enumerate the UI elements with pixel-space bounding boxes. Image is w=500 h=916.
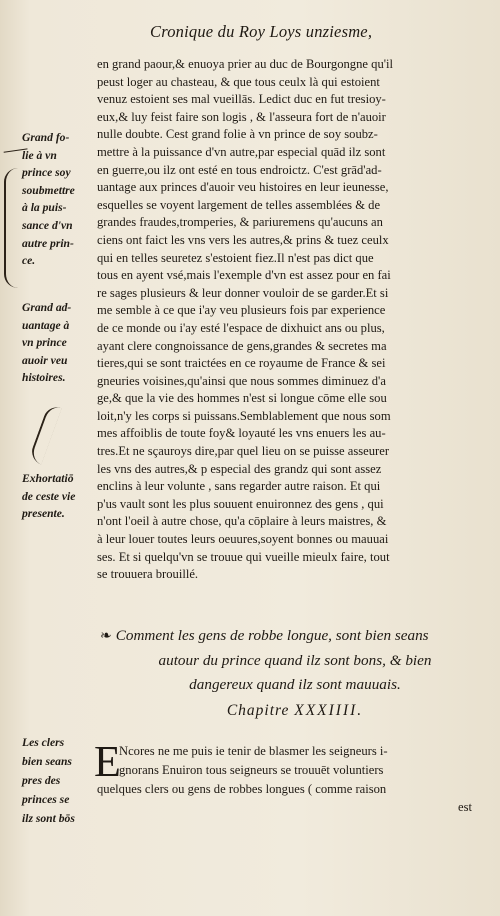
text-line: peust loger au chasteau, & que tous ceulx là qui estoient bbox=[97, 74, 380, 89]
catchword: est bbox=[458, 800, 472, 814]
margin-note-folly bbox=[22, 129, 94, 270]
margin-note-line: de ceste vie bbox=[22, 489, 76, 503]
chapter-heading bbox=[100, 624, 490, 723]
margin-note-line: ilz sont bōs bbox=[22, 812, 75, 825]
margin-note-clerks bbox=[22, 733, 94, 828]
body-text bbox=[97, 56, 482, 584]
text-line: quelques clers ou gens de robbes longues ( comme raison bbox=[97, 782, 387, 796]
margin-note-line: prince soy bbox=[22, 166, 71, 180]
text-line: venuz estoient ses mal vueillās. Ledict duc en fut tresioy- bbox=[97, 92, 386, 107]
margin-note-line: bien seans bbox=[22, 755, 72, 768]
text-line: mes affoiblis de toute foy& loyauté les vns enuers les au- bbox=[97, 426, 386, 441]
text-line: les vns des autres,& p especial des grandz qui sont assez bbox=[97, 461, 382, 476]
margin-note-line: Exhortatiō bbox=[22, 472, 74, 485]
text-line: tous en ayent vsé,mais l'exemple d'vn est assez pour en fai bbox=[97, 268, 391, 283]
margin-note-line: uantage à bbox=[22, 318, 70, 332]
text-line: esquelles se voyent largement de telles assemblées & de bbox=[97, 197, 381, 212]
text-line: se trouuera brouillé. bbox=[97, 567, 199, 582]
margin-note-line: soubmettre bbox=[22, 183, 75, 197]
margin-note-line: histoires. bbox=[22, 371, 66, 385]
running-title: Cronique du Roy Loys unziesme, bbox=[150, 22, 373, 41]
text-line: en guerre,ou ilz ont esté en tous endroictz. C'est grād'ad- bbox=[97, 162, 382, 177]
margin-note-line: lie à vn bbox=[22, 148, 57, 162]
chapter-title-line: autour du prince quand ilz sont bons, & bien bbox=[158, 652, 432, 669]
chapter-number bbox=[100, 699, 490, 723]
text-line: à leur louer toutes leurs oeuures,soyent bonnes ou mauuai bbox=[97, 532, 389, 547]
fleuron-icon: ❧ bbox=[100, 629, 112, 644]
text-line: uantage aux princes d'auoir veu histoires en leur ieunesse, bbox=[97, 180, 389, 195]
chapter-title-text: Comment les gens de robbe longue, sont bien seans bbox=[115, 627, 429, 644]
text-line: eux,& luy feist faire son logis , & l'asseura fort de n'auoir bbox=[97, 109, 386, 124]
margin-note-line: presente. bbox=[22, 507, 65, 521]
marginal-brace bbox=[4, 168, 22, 288]
text-line: tieres,qui se sont traictées en ce royaume de France & sei bbox=[97, 356, 386, 371]
text-line: gneuries voisines,qu'ainsi que nous sommes diminuez d'a bbox=[97, 373, 386, 388]
text-line: ciens ont faict les vns vers les autres,& prins & tuez ceulx bbox=[97, 232, 389, 247]
text-line: en grand paour,& enuoya prier au duc de Bourgongne qu'il bbox=[97, 57, 394, 71]
margin-note-line: princes se bbox=[22, 793, 70, 806]
text-line: ayant clere congnoissance de gens,grandes & secretes ma bbox=[97, 338, 387, 353]
margin-note-line: vn prince bbox=[22, 336, 67, 350]
chapter-title-line: dangereux quand ilz sont mauuais. bbox=[189, 676, 401, 693]
margin-note-line: ce. bbox=[22, 254, 36, 268]
chapter-body-text bbox=[97, 742, 482, 799]
text-line: loit,n'y les corps si puissans.Semblablement que nous som bbox=[97, 408, 391, 423]
text-line: p'us vault sont les plus souuent enuironnez des gens , qui bbox=[97, 496, 384, 511]
text-line: re sages plusieurs & leur donner vouloir de se garder.Et si bbox=[97, 285, 389, 300]
margin-note-exhortation bbox=[22, 470, 94, 523]
text-line: n'ont l'oeil à autre chose, qu'a cōplaire à leurs maistres, & bbox=[97, 514, 387, 529]
text-line: nulle doubte. Cest grand folie à vn prince de soy soubz- bbox=[97, 127, 378, 142]
margin-note-line: Grand fo- bbox=[22, 131, 70, 144]
margin-note-line: à la puis- bbox=[22, 201, 67, 215]
marginal-pen-stroke bbox=[28, 403, 62, 464]
text-line: qui en telles seuretez s'estoient fiez.Il n'est pas dict que bbox=[97, 250, 374, 265]
margin-note-advantage bbox=[22, 299, 94, 387]
text-line: grandes fraudes,tromperies, & pariuremens qu'aucuns an bbox=[97, 215, 383, 230]
text-line: me semble à ce que i'ay veu plusieurs fois par experience bbox=[97, 303, 386, 318]
margin-note-line: Grand ad- bbox=[22, 301, 72, 314]
margin-note-line: Les clers bbox=[22, 736, 65, 749]
text-line: de ce monde ou i'ay esté l'espace de dixhuict ans ou plus, bbox=[97, 320, 385, 335]
chapter-title-line bbox=[100, 624, 490, 649]
text-line: tres.Et ne sçauroys dire,par quel lieu on se puisse asseurer bbox=[97, 444, 390, 459]
chapter-label: Chapitre bbox=[226, 702, 290, 719]
drop-cap: E bbox=[94, 737, 121, 786]
text-line: ge,& que la vie des hommes n'est si longue cōme elle sou bbox=[97, 391, 387, 406]
margin-note-line: auoir veu bbox=[22, 353, 68, 367]
text-line: Ncores ne me puis ie tenir de blasmer les seigneurs i- bbox=[119, 744, 388, 758]
text-line: enclins à leur volunte , sans regarder autre raison. Et qui bbox=[97, 479, 381, 494]
chapter-roman: XXXIIII. bbox=[294, 702, 364, 719]
text-line: ses. Et si quelqu'vn se trouue qui vueille mieulx faire, tout bbox=[97, 549, 390, 564]
margin-note-line: autre prin- bbox=[22, 236, 74, 250]
margin-note-line: sance d'vn bbox=[22, 218, 73, 232]
text-line: gnorans Enuiron tous seigneurs se trouuēt voluntiers bbox=[119, 763, 384, 777]
margin-note-line: pres des bbox=[22, 774, 61, 787]
text-line: mettre à la puissance d'vn autre,par especial quād ilz sont bbox=[97, 144, 386, 159]
